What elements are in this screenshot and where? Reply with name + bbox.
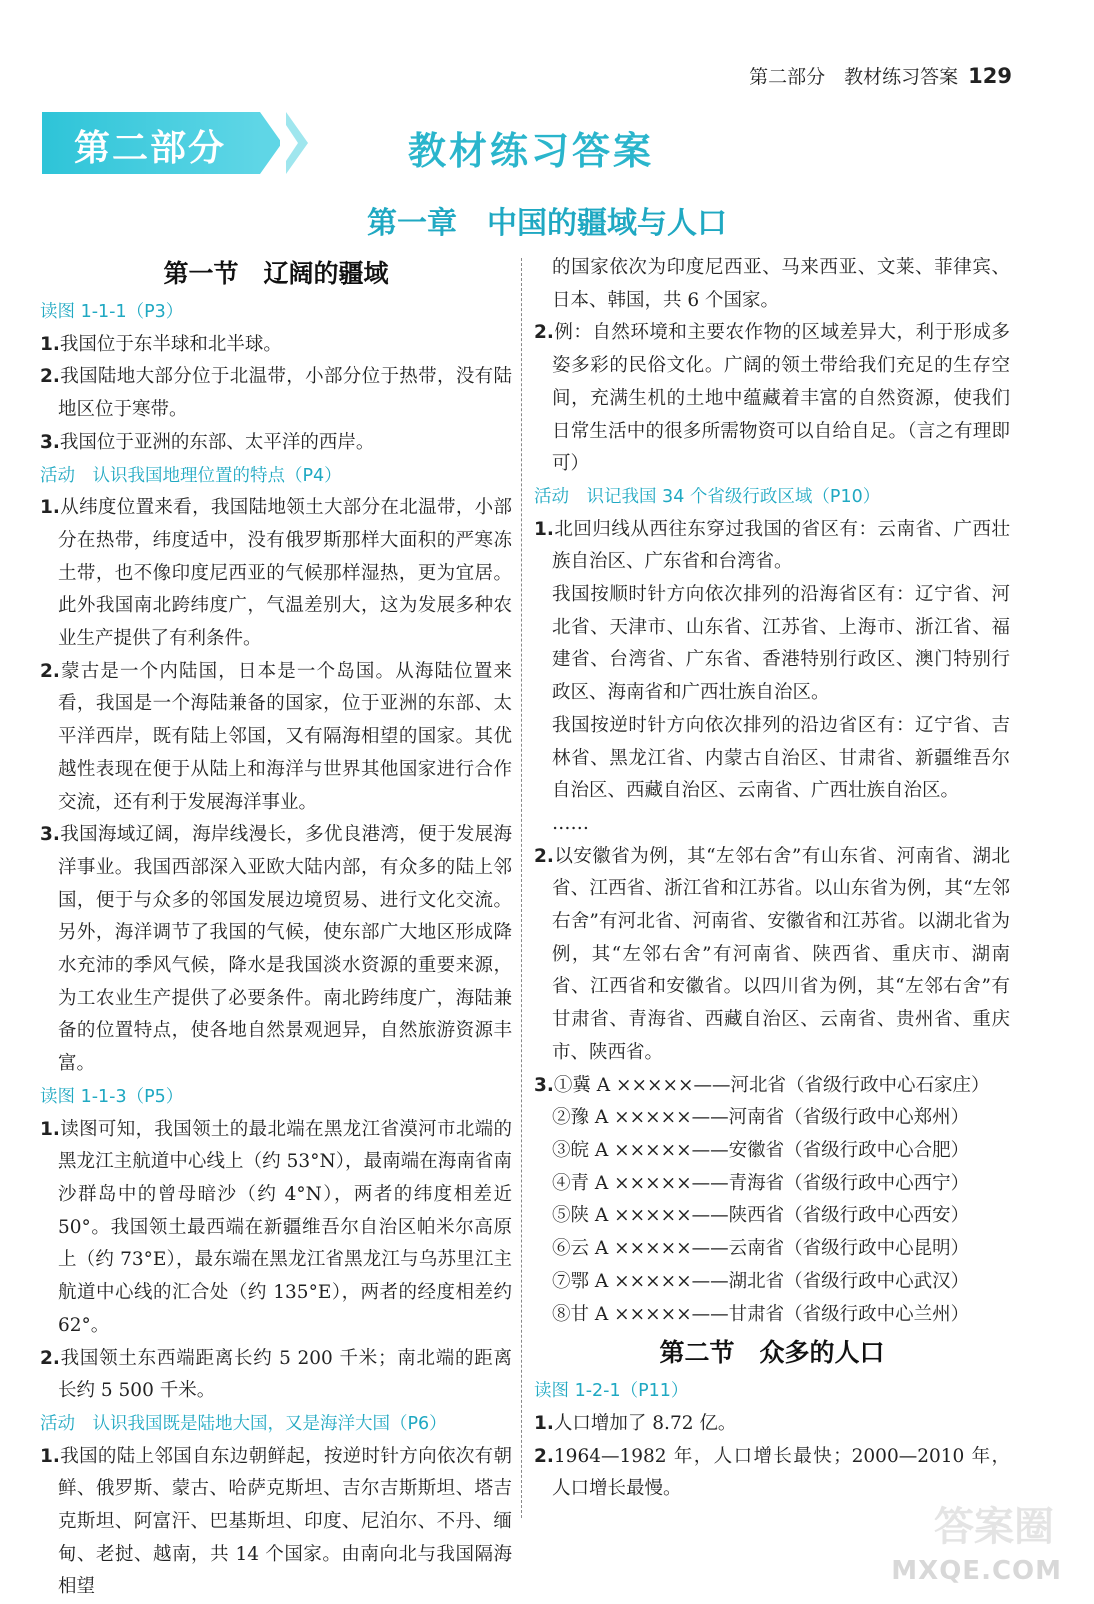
- item-number: 1.: [534, 1412, 554, 1434]
- subheading: 活动 识记我国 34 个省级行政区域（P10）: [534, 486, 881, 507]
- item-number: 1.: [534, 518, 554, 540]
- answer-paragraph: [40, 656, 512, 820]
- paragraph-text: ②豫 A ×××××——河南省（省级行政中心郑州）: [552, 1107, 970, 1129]
- item-number: 2.: [40, 660, 60, 682]
- part-banner: [42, 112, 280, 174]
- answer-paragraph: [40, 1441, 512, 1604]
- answer-paragraph: [40, 492, 512, 656]
- answer-paragraph: [534, 1070, 1010, 1103]
- paragraph-text: 我国海域辽阔，海岸线漫长，多优良港湾，便于发展海洋事业。我国西部深入亚欧大陆内部，有众多的陆上邻国，便于与众多的邻国发展边境贸易、进行文化交流。另外，海洋调节了我国的气候，使东部广大地区形成降水充沛的季风气候，降水是我国淡水资源的重要来源，为工农业生产提供了必要条件。南北跨纬度广，海陆兼备的位置特点，使各地自然景观迥异，自然旅游资源丰富。: [58, 824, 512, 1075]
- item-number: 1.: [40, 1445, 60, 1467]
- item-number: 3.: [534, 1074, 554, 1096]
- banner-chevron-cut: [280, 116, 298, 170]
- answer-paragraph: [534, 252, 1010, 317]
- banner-part-label: 第二部分: [74, 128, 227, 169]
- paragraph-text: 我国按逆时针方向依次排列的沿边省区有：辽宁省、吉林省、黑龙江省、内蒙古自治区、甘肃省、新疆维吾尔自治区、西藏自治区、云南省、广西壮族自治区。: [552, 714, 1010, 802]
- left-column: [40, 252, 512, 1604]
- answer-paragraph: [534, 1266, 1010, 1299]
- page-number: 129: [968, 64, 1012, 88]
- answer-paragraph: [534, 1299, 1010, 1332]
- paragraph-text: 的国家依次为印度尼西亚、马来西亚、文莱、菲律宾、日本、韩国，共 6 个国家。: [552, 257, 1010, 311]
- item-number: 2.: [534, 322, 554, 344]
- header-text: 第二部分 教材练习答案: [749, 66, 959, 88]
- running-header: [749, 62, 1012, 89]
- paragraph-text: ⑦鄂 A ×××××——湖北省（省级行政中心武汉）: [552, 1270, 970, 1292]
- item-number: 3.: [40, 824, 60, 846]
- paragraph-text: ⑤陕 A ×××××——陕西省（省级行政中心西安）: [552, 1205, 970, 1227]
- paragraph-text: 从纬度位置来看，我国陆地领土大部分在北温带，小部分在热带，纬度适中，没有俄罗斯那样大面积的严寒冻土带，也不像印度尼西亚的气候那样湿热，更为宜居。此外我国南北跨纬度广，气温差别大，这为发展多种农业生产提供了有利条件。: [58, 497, 512, 650]
- right-column: [534, 252, 1010, 1506]
- answer-paragraph: [534, 514, 1010, 579]
- answer-paragraph: [534, 1168, 1010, 1201]
- answer-paragraph: [40, 1114, 512, 1343]
- subheading: 读图 1-1-3（P5）: [40, 1086, 184, 1107]
- paragraph-text: ④青 A ×××××——青海省（省级行政中心西宁）: [552, 1172, 970, 1194]
- paragraph-text: 例：自然环境和主要农作物的区域差异大，利于形成多姿多彩的民俗文化。广阔的领土带给我们充足的生存空间，充满生机的土地中蕴藏着丰富的自然资源，使我们日常生活中的很多所需物资可以自给自足。（言之有理即可）: [552, 322, 1010, 475]
- chapter-title: 第一章 中国的疆域与人口: [367, 206, 727, 241]
- item-number: 2.: [534, 845, 554, 867]
- banner-arrow-icon: [260, 112, 282, 174]
- answer-paragraph: [40, 1343, 512, 1408]
- paragraph-text: 蒙古是一个内陆国，日本是一个岛国。从海陆位置来看，我国是一个海陆兼备的国家，位于亚洲的东部、太平洋西岸，既有陆上邻国，又有隔海相望的国家。其优越性表现在便于从陆上和海洋与世界其他国家进行合作交流，还有利于发展海洋事业。: [58, 660, 512, 813]
- item-number: 1.: [40, 497, 60, 519]
- answer-paragraph: [40, 361, 512, 426]
- answer-paragraph: [534, 1102, 1010, 1135]
- paragraph-text: 以安徽省为例，其“左邻右舍”有山东省、河南省、湖北省、江西省、浙江省和江苏省。以山东省为例，其“左邻右舍”有河北省、河南省、安徽省和江苏省。以湖北省为例，其“左邻右舍”有河南省、陕西省、重庆市、湖南省、江西省和安徽省。以四川省为例，其“左邻右舍”有甘肃省、青海省、西藏自治区、云南省、贵州省、重庆市、陕西省。: [552, 845, 1010, 1063]
- answer-paragraph: [40, 819, 512, 1081]
- answer-paragraph: [534, 808, 1010, 841]
- item-number: 2.: [40, 366, 60, 388]
- paragraph-text: ⑥云 A ×××××——云南省（省级行政中心昆明）: [552, 1238, 970, 1260]
- answer-paragraph: [534, 1233, 1010, 1266]
- column-divider: [521, 258, 522, 1518]
- answer-paragraph: [534, 1200, 1010, 1233]
- paragraph-text: 北回归线从西往东穿过我国的省区有：云南省、广西壮族自治区、广东省和台湾省。: [552, 518, 1010, 573]
- paragraph-text: 我国领土东西端距离长约 5 200 千米；南北端的距离长约 5 500 千米。: [58, 1347, 512, 1402]
- paragraph-text: ③皖 A ×××××——安徽省（省级行政中心合肥）: [552, 1139, 970, 1161]
- answer-paragraph: [534, 710, 1010, 808]
- answer-paragraph: [534, 1408, 1010, 1441]
- item-number: 2.: [40, 1347, 60, 1369]
- answer-paragraph: [40, 427, 512, 460]
- paragraph-text: 我国按顺时针方向依次排列的沿海省区有：辽宁省、河北省、天津市、山东省、江苏省、上海市、浙江省、福建省、台湾省、广东省、香港特别行政区、澳门特别行政区、海南省和广西壮族自治区。: [552, 584, 1010, 704]
- paragraph-text: ⑧甘 A ×××××——甘肃省（省级行政中心兰州）: [552, 1303, 970, 1325]
- paragraph-text: ……: [552, 812, 589, 834]
- paragraph-text: 我国位于亚洲的东部、太平洋的西岸。: [59, 431, 375, 453]
- watermark-site: MXQE.COM: [891, 1556, 1062, 1586]
- paragraph-text: 读图可知，我国领土的最北端在黑龙江省漠河市北端的黑龙江主航道中心线上（约 53°N），最南端在海南省南沙群岛中的曾母暗沙（约 4°N），两者的纬度相差近 50°。我国领土最西端在新疆维吾尔自治区帕米尔高原上（约 73°E），最东端在黑龙江省黑龙江与乌苏里江主航道中心线的汇合处（约 135°E），两者的经度相差约 62°。: [58, 1118, 512, 1336]
- paragraph-text: 我国位于东半球和北半球。: [59, 333, 282, 355]
- item-number: 1.: [40, 1118, 60, 1140]
- section-title: 第二节 众多的人口: [659, 1338, 885, 1368]
- page-title: 教材练习答案: [408, 129, 655, 173]
- subheading: 活动 认识我国既是陆地大国，又是海洋大国（P6）: [40, 1413, 447, 1434]
- subheading: 读图 1-2-1（P11）: [534, 1381, 689, 1402]
- answer-paragraph: [40, 329, 512, 362]
- paragraph-text: 人口增加了 8.72 亿。: [553, 1412, 737, 1434]
- paragraph-text: ①冀 A ×××××——河北省（省级行政中心石家庄）: [553, 1074, 990, 1096]
- section-title: 第一节 辽阔的疆域: [163, 259, 389, 288]
- answer-paragraph: [534, 841, 1010, 1070]
- item-number: 2.: [534, 1445, 554, 1467]
- answer-paragraph: [534, 1135, 1010, 1168]
- paragraph-text: 我国的陆上邻国自东边朝鲜起，按逆时针方向依次有朝鲜、俄罗斯、蒙古、哈萨克斯坦、吉尔吉斯斯坦、塔吉克斯坦、阿富汗、巴基斯坦、印度、尼泊尔、不丹、缅甸、老挝、越南，共 14 个国家。由南向北与我国隔海相望: [58, 1445, 512, 1598]
- answer-paragraph: [534, 579, 1010, 710]
- paragraph-text: 1964—1982 年，人口增长最快；2000—2010 年，人口增长最慢。: [552, 1445, 1010, 1500]
- subheading: 活动 认识我国地理位置的特点（P4）: [40, 465, 342, 486]
- item-number: 3.: [40, 431, 60, 453]
- watermark-logo: 答案圈: [934, 1504, 1054, 1550]
- item-number: 1.: [40, 333, 60, 355]
- subheading: 读图 1-1-1（P3）: [40, 302, 184, 322]
- paragraph-text: 我国陆地大部分位于北温带，小部分位于热带，没有陆地区位于寒带。: [58, 366, 512, 421]
- answer-paragraph: [534, 317, 1010, 481]
